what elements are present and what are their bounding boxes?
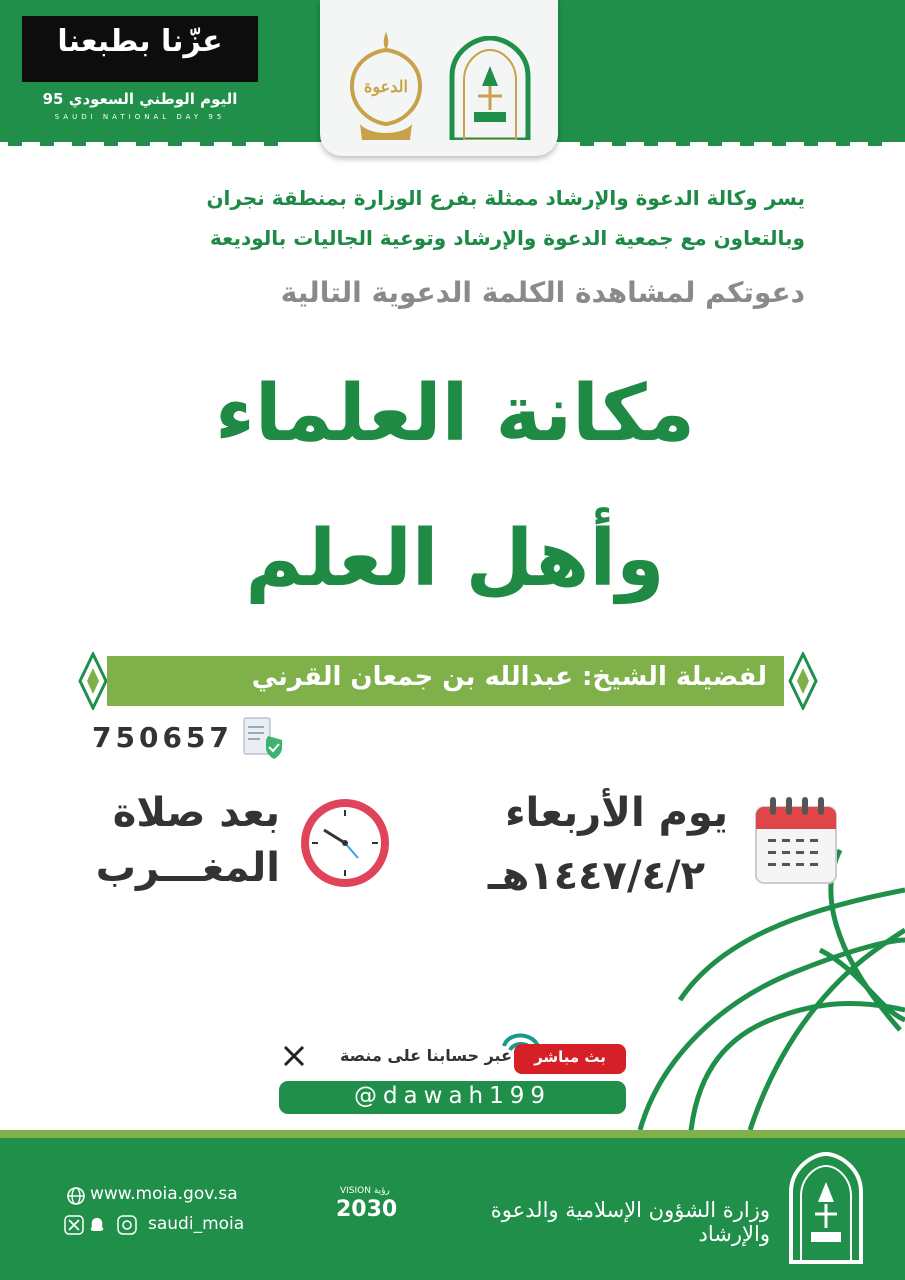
website-link[interactable]: www.moia.gov.sa <box>90 1184 238 1204</box>
national-day-arabic: اليوم الوطني السعودي 95 <box>42 90 238 108</box>
svg-text:الدعوة: الدعوة <box>364 77 408 96</box>
live-label: بث مباشر <box>534 1048 606 1066</box>
footer-divider <box>0 1130 905 1138</box>
invite-line: دعوتكم لمشاهدة الكلمة الدعوية التالية <box>280 276 805 309</box>
ministry-name: وزارة الشؤون الإسلامية والدعوة والإرشاد <box>490 1198 770 1246</box>
left-ornament <box>78 652 108 710</box>
social-handle[interactable]: saudi_moia <box>148 1214 245 1234</box>
snapchat-icon <box>91 1218 104 1231</box>
globe-icon <box>66 1186 86 1206</box>
speaker-name: لفضيلة الشيخ: عبدالله بن جمعان القرني <box>251 662 767 692</box>
vision-year: 2030 <box>336 1197 398 1222</box>
event-time-line-1: بعد صلاة <box>112 790 280 836</box>
account-handle[interactable]: @dawah199 <box>353 1083 552 1109</box>
x-logo-icon <box>282 1044 306 1068</box>
ministry-emblem <box>444 36 536 140</box>
event-day: يوم الأربعاء <box>505 790 728 836</box>
logo-card <box>320 0 558 156</box>
document-check-icon <box>240 714 284 760</box>
event-time-line-2: المغـــرب <box>95 845 280 891</box>
event-date: ١٤٤٧/٤/٢هـ <box>487 853 705 899</box>
intro-line-1: يسر وكالة الدعوة والإرشاد ممثلة بفرع الوزارة بمنطقة نجران <box>206 186 805 210</box>
national-day-english: SAUDI NATIONAL DAY 95 <box>54 113 226 121</box>
lecture-title-line-1: مكانة العلماء <box>214 369 696 459</box>
footer-ministry-emblem <box>785 1152 867 1264</box>
clock-icon <box>298 796 392 890</box>
social-icons <box>64 1215 144 1235</box>
national-day-badge <box>22 16 258 126</box>
lecture-title-line-2: وأهل العلم <box>245 514 665 604</box>
calendar-icon <box>752 795 846 889</box>
vision-label: VISION رؤية <box>340 1186 390 1196</box>
platform-text: عبر حسابنا على منصة <box>339 1046 512 1065</box>
x-social-icon <box>65 1216 83 1234</box>
lecture-code: 750657 <box>92 721 233 754</box>
instagram-icon <box>118 1216 136 1234</box>
national-day-slogan: عزّنا بطبعنا <box>57 24 223 59</box>
right-ornament <box>788 652 818 710</box>
dawah-association-logo <box>340 28 432 144</box>
intro-line-2: وبالتعاون مع جمعية الدعوة والإرشاد وتوعية الجاليات بالوديعة <box>210 226 805 250</box>
